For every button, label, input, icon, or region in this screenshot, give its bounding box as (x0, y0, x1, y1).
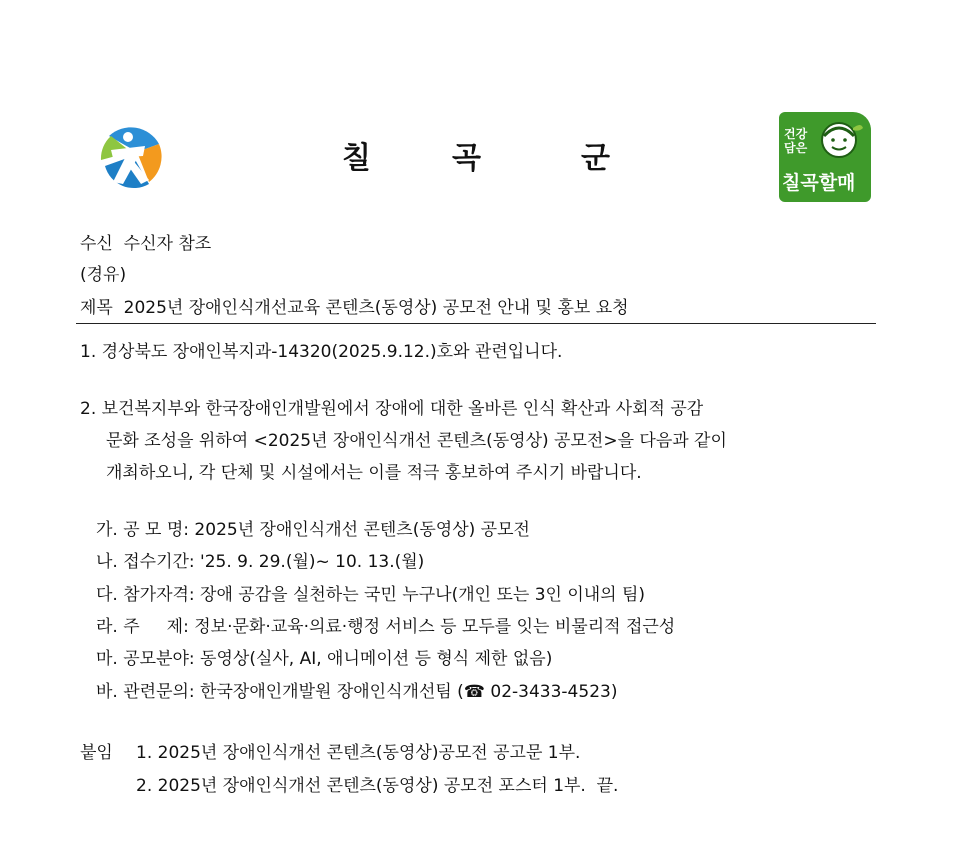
paragraph-2-line-3: 개최하오니, 각 단체 및 시설에서는 이를 적극 홍보하여 주시기 바랍니다. (106, 463, 642, 483)
list-item: 라. 주 제: 정보·문화·교육·의료·행정 서비스 등 모두를 잇는 비물리적 접근성 (96, 617, 676, 637)
list-item: 다. 참가자격: 장애 공감을 실천하는 국민 누구나(개인 또는 3인 이내의 팀) (96, 585, 646, 605)
subject-divider (76, 323, 876, 324)
issuer-title (330, 133, 630, 176)
paragraph-2-line-2: 문화 조성을 위하여 <2025년 장애인식개선 콘텐츠(동영상) 공모전>을 다음과 같이 (106, 431, 727, 451)
title-char-1: 칠 (342, 141, 371, 176)
attachment-label: 붙임 (80, 743, 113, 763)
list-item: 바. 관련문의: 한국장애인개발원 장애인식개선팀 (☎ 02-3433-4523) (96, 682, 618, 702)
subject-line: 제목 2025년 장애인식개선교육 콘텐츠(동영상) 공모전 안내 및 홍보 요청 (80, 298, 629, 318)
attachment-item-2: 2. 2025년 장애인식개선 콘텐츠(동영상) 공모전 포스터 1부. 끝. (136, 776, 619, 796)
paragraph-2-line-1: 2. 보건복지부와 한국장애인개발원에서 장애에 대한 올바른 인식 확산과 사회적 공감 (80, 399, 704, 419)
title-char-2: 곡 (452, 141, 481, 176)
chilgok-halme-brand-logo (779, 112, 871, 202)
title-char-3: 군 (581, 141, 610, 176)
chilgok-emblem-logo (97, 122, 165, 190)
brand-logo-bottom-text: 칠곡할매 (782, 172, 856, 194)
via-line: (경유) (80, 265, 127, 285)
paragraph-1: 1. 경상북도 장애인복지과-14320(2025.9.12.)호와 관련입니다. (80, 342, 563, 362)
brand-logo-top-text: 건강 담은 (784, 127, 808, 155)
grandmother-face-icon (819, 118, 863, 168)
list-item: 나. 접수기간: '25. 9. 29.(월)~ 10. 13.(월) (96, 552, 425, 572)
attachment-item-1: 1. 2025년 장애인식개선 콘텐츠(동영상)공모전 공고문 1부. (136, 743, 581, 763)
list-item: 가. 공 모 명: 2025년 장애인식개선 콘텐츠(동영상) 공모전 (96, 520, 530, 540)
recipient-line: 수신 수신자 참조 (80, 234, 212, 254)
list-item: 마. 공모분야: 동영상(실사, AI, 애니메이션 등 형식 제한 없음) (96, 649, 553, 669)
